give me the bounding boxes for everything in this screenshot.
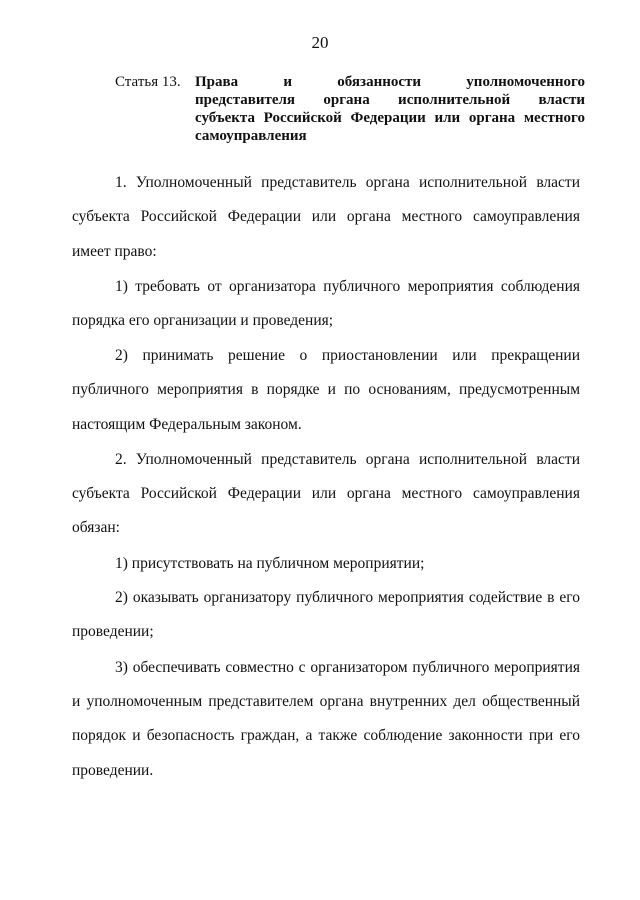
body-text-line: проведении; — [72, 623, 154, 640]
body-text-line: 1) присутствовать на публичном мероприятии; — [115, 555, 425, 572]
body-text-line: субъекта Российской Федерации или органа местного самоуправления — [72, 485, 580, 502]
body-text-line: обязан: — [72, 519, 120, 536]
page-number: 20 — [311, 33, 329, 52]
body-text-line: порядок и безопасность граждан, а также соблюдение законности при его — [72, 727, 580, 744]
article-header — [115, 73, 585, 145]
body-text-line: настоящим Федеральным законом. — [72, 416, 302, 433]
body-text-line: публичного мероприятия в порядке и по основаниям, предусмотренным — [72, 381, 580, 398]
body-text-line: 3) обеспечивать совместно с организатором публичного мероприятия — [115, 659, 580, 676]
body-text-line: субъекта Российской Федерации или органа местного самоуправления — [72, 208, 580, 225]
body-text-line: 2. Уполномоченный представитель органа исполнительной власти — [115, 451, 580, 468]
article-title-line: представителя органа исполнительной власти — [195, 92, 585, 108]
body-text-line: 1. Уполномоченный представитель органа исполнительной власти — [115, 174, 580, 191]
body-text-line: 2) принимать решение о приостановлении или прекращении — [115, 347, 580, 364]
article-label: Статья 13. — [115, 74, 181, 90]
article-title-line: самоуправления — [195, 128, 307, 144]
body-text-line: порядка его организации и проведения; — [72, 312, 334, 329]
body-text-line: и уполномоченным представителем органа внутренних дел общественный — [72, 693, 580, 710]
article-title — [195, 73, 585, 145]
body-text-line: имеет право: — [72, 243, 157, 260]
article-title-line: субъекта Российской Федерации или органа местного — [195, 110, 585, 126]
body-text-line: 2) оказывать организатору публичного мероприятия содействие в его — [115, 589, 580, 606]
article-title-line: Права и обязанности уполномоченного — [195, 74, 585, 90]
body-text-line: 1) требовать от организатора публичного мероприятия соблюдения — [115, 278, 580, 295]
body-text-line: проведении. — [72, 762, 154, 779]
